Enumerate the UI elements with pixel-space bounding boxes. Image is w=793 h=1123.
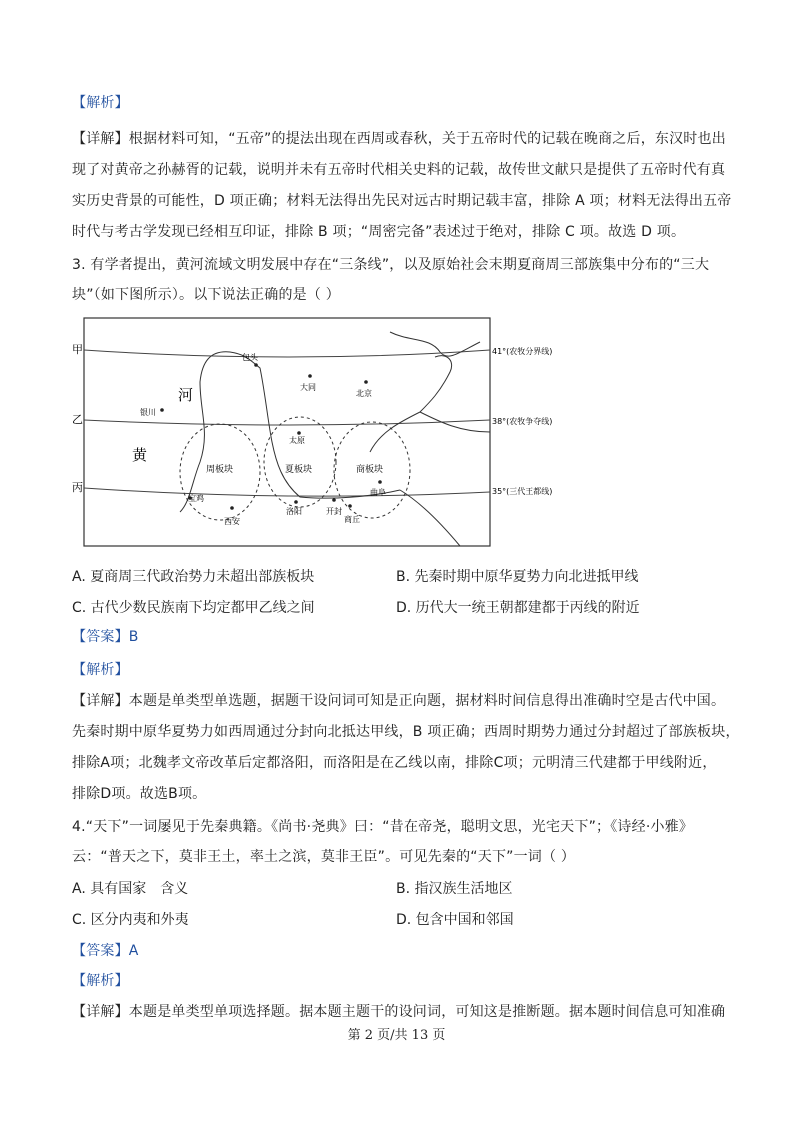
- detail-line: 现了对黄帝之孙赫胥的记载，说明并未有五帝时代相关史料的记载，故传世文献只是提供了五帝时代有真: [72, 162, 726, 178]
- answer-label: 【答案】B: [72, 629, 139, 645]
- city-shangqiu: 商丘: [344, 515, 360, 524]
- detail-line: 先秦时期中原华夏势力如西周通过分封向北抵达甲线，B 项正确；西周时期势力通过分封超过了部族板块，: [72, 724, 740, 740]
- detail-line: 实历史背景的可能性，D 项正确；材料无法得出先民对远古时期记载丰富，排除 A 项；材料无法得出五帝: [72, 193, 732, 209]
- question-stem: 云：“普天之下，莫非王土，率土之滨，莫非王臣”。可见先秦的“天下”一词（ ）: [72, 849, 576, 865]
- note-41: 41°(农牧分界线): [492, 347, 553, 356]
- note-35: 35°(三代王都线): [492, 487, 553, 496]
- city-datong: 大同: [300, 383, 316, 392]
- block-zhou-label: 周板块: [206, 465, 234, 475]
- detail-line: 【详解】本题是单类型单选题，据题干设问词可知是正向题，据材料时间信息得出准确时空是古代中国。: [72, 693, 726, 709]
- city-xian: 西安: [224, 517, 240, 526]
- question-stem: 3. 有学者提出，黄河流域文明发展中存在“三条线”，以及原始社会末期夏商周三部族集中分布的“三大: [72, 257, 710, 273]
- option-a: A. 夏商周三代政治势力未超出部族板块: [72, 569, 315, 585]
- label-jia: 甲: [72, 343, 83, 356]
- detail-line: 时代与考古学发现已经相互印证，排除 B 项；“周密完备”表述过于绝对，排除 C 项。故选 D 项。: [72, 224, 686, 240]
- answer-label: 【答案】A: [72, 943, 139, 959]
- detail-line: 排除A项；北魏孝文帝改革后定都洛阳，而洛阳是在乙线以南，排除C项；元明清三代建都于甲线附近，: [72, 755, 717, 771]
- page-footer: 第 2 页/共 13 页: [347, 1028, 446, 1043]
- analysis-label: 【解析】: [72, 973, 129, 989]
- question-stem: 块”（如下图所示）。以下说法正确的是（ ）: [72, 287, 340, 303]
- option-d: D. 包含中国和邻国: [396, 912, 514, 928]
- detail-line: 【详解】本题是单类型单项选择题。据本题主题干的设问词，可知这是推断题。据本题时间信息可知准确: [72, 1004, 726, 1020]
- option-b: B. 指汉族生活地区: [396, 881, 513, 897]
- analysis-label: 【解析】: [72, 662, 129, 678]
- option-d: D. 历代大一统王朝都建都于丙线的附近: [396, 600, 640, 616]
- city-yinchuan: 银川: [140, 408, 156, 417]
- detail-line: 排除D项。故选B项。: [72, 786, 207, 802]
- city-baotou: 包头: [242, 353, 258, 362]
- river-huang: 黄: [132, 446, 148, 464]
- city-beijing: 北京: [356, 389, 372, 398]
- city-taiyuan: 太原: [289, 436, 305, 445]
- city-luoyang: 洛阳: [286, 507, 302, 516]
- option-c: C. 古代少数民族南下均定都甲乙线之间: [72, 600, 315, 616]
- question-stem: 4.“天下”一词屡见于先秦典籍。《尚书·尧典》曰：“昔在帝尧，聪明文思，光宅天下”；《诗经·小雅》: [72, 819, 694, 835]
- river-he: 河: [178, 386, 194, 404]
- label-yi: 乙: [72, 413, 83, 426]
- analysis-label: 【解析】: [72, 95, 129, 111]
- block-shang-label: 商板块: [356, 465, 384, 475]
- city-kaifeng: 开封: [326, 507, 342, 516]
- label-bing: 丙: [72, 481, 83, 494]
- note-38: 38°(农牧争夺线): [492, 417, 553, 426]
- detail-line: 【详解】根据材料可知，“五帝”的提法出现在西周或春秋，关于五帝时代的记载在晚商之后，东汉时也出: [72, 131, 726, 147]
- option-b: B. 先秦时期中原华夏势力向北进抵甲线: [396, 569, 639, 585]
- history-map: [60, 312, 570, 552]
- block-xia-label: 夏板块: [285, 465, 313, 475]
- option-c: C. 区分内夷和外夷: [72, 912, 189, 928]
- city-qufu: 曲阜: [370, 488, 386, 497]
- option-a: A. 具有国家 含义: [72, 881, 189, 897]
- city-baoji: 宝鸡: [188, 494, 204, 503]
